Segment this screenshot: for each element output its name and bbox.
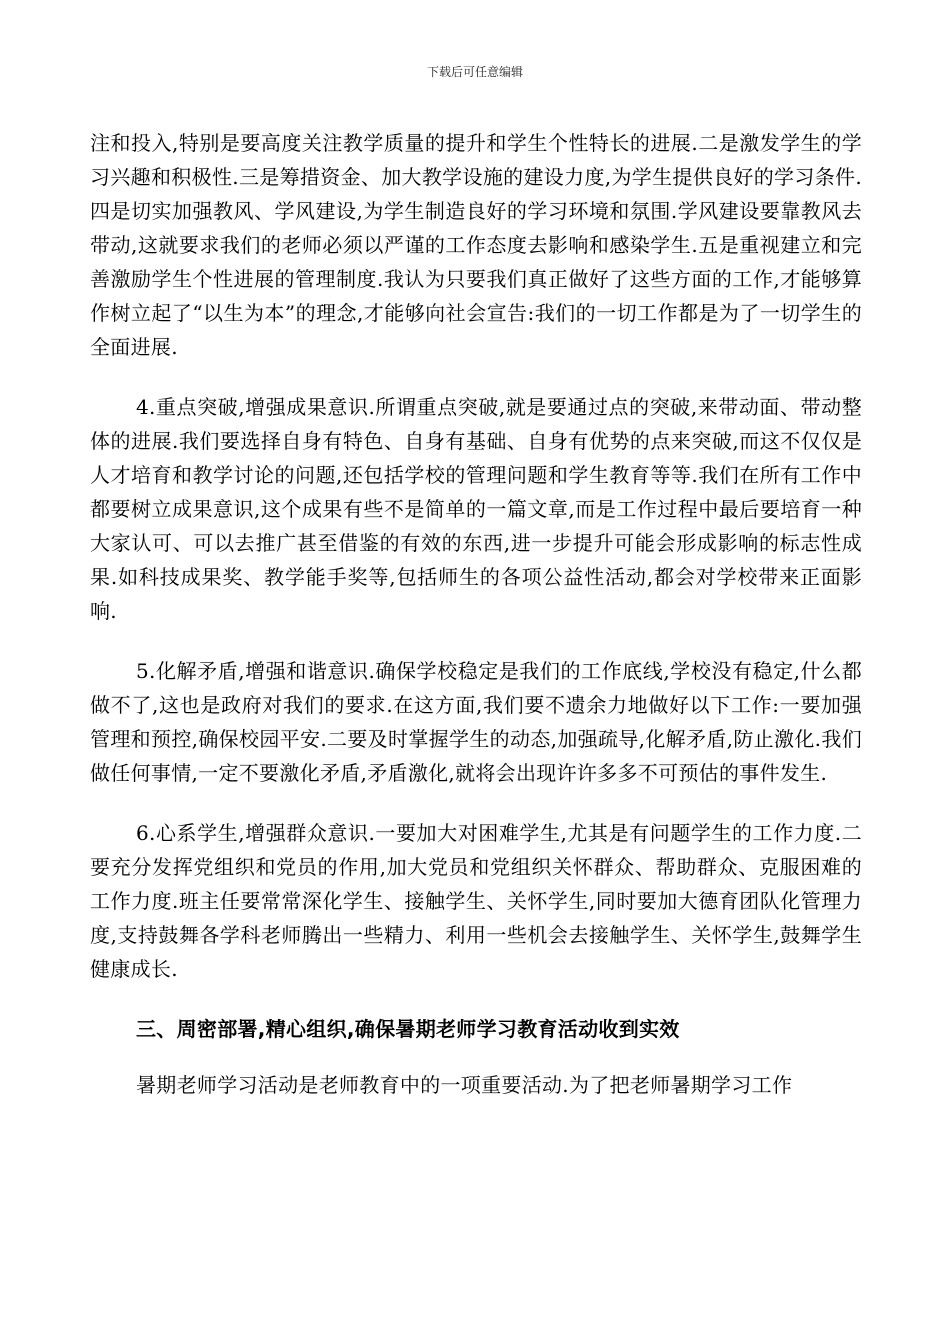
paragraph-item-5: 5.化解矛盾,增强和谐意识.确保学校稳定是我们的工作底线,学校没有稳定,什么都做不了,这也是政府对我们的要求.在这方面,我们要不遗余力地做好以下工作:一要加强管理和预控,确保校园平安.二要及时掌握学生的动态,加强疏导,化解矛盾,防止激化.我们做任何事情,一定不要激化矛盾,矛盾激化,就将会出现许许多多不可预估的事件发生.: [90, 659, 862, 785]
paragraph-continuation: 注和投入,特别是要高度关注教学质量的提升和学生个性特长的进展.二是激发学生的学习兴趣和积极性.三是筹措资金、加大教学设施的建设力度,为学生提供良好的学习条件.四是切实加强教风、学风建设,为学生制造良好的学习环境和氛围.学风建设要靠教风去带动,这就要求我们的老师必须以严谨的工作态度去影响和感染学生.五是重视建立和完善激励学生个性进展的管理制度.我认为只要我们真正做好了这些方面的工作,才能够算作树立起了“以生为本”的理念,才能够向社会宣告:我们的一切工作都是为了一切学生的全面进展.: [90, 131, 862, 359]
paragraph-item-4: 4.重点突破,增强成果意识.所谓重点突破,就是要通过点的突破,来带动面、带动整体的进展.我们要选择自身有特色、自身有基础、自身有优势的点来突破,而这不仅仅是人才培育和教学讨论的问题,还包括学校的管理问题和学生教育等等.我们在所有工作中都要树立成果意识,这个成果有些不是简单的一篇文章,而是工作过程中最后要培育一种大家认可、可以去推广甚至借鉴的有效的东西,进一步提升可能会形成影响的标志性成果.如科技成果奖、教学能手奖等,包括师生的各项公益性活动,都会对学校带来正面影响.: [90, 395, 862, 623]
page-header: 下载后可任意编辑: [426, 65, 523, 79]
document-body: [90, 126, 862, 1102]
section-heading: 三、周密部署,精心组织,确保暑期老师学习教育活动收到实效: [136, 1017, 680, 1041]
paragraph-item-6: 6.心系学生,增强群众意识.一要加大对困难学生,尤其是有问题学生的工作力度.二要充分发挥党组织和党员的作用,加大党员和党组织关怀群众、帮助群众、克服困难的工作力度.班主任要常常深化学生、接触学生、关怀学生,同时要加大德育团队化管理力度,支持鼓舞各学科老师腾出一些精力、利用一些机会去接触学生、关怀学生,鼓舞学生健康成长.: [90, 821, 862, 981]
paragraph-final: 暑期老师学习活动是老师教育中的一项重要活动.为了把老师暑期学习工作: [136, 1073, 793, 1097]
